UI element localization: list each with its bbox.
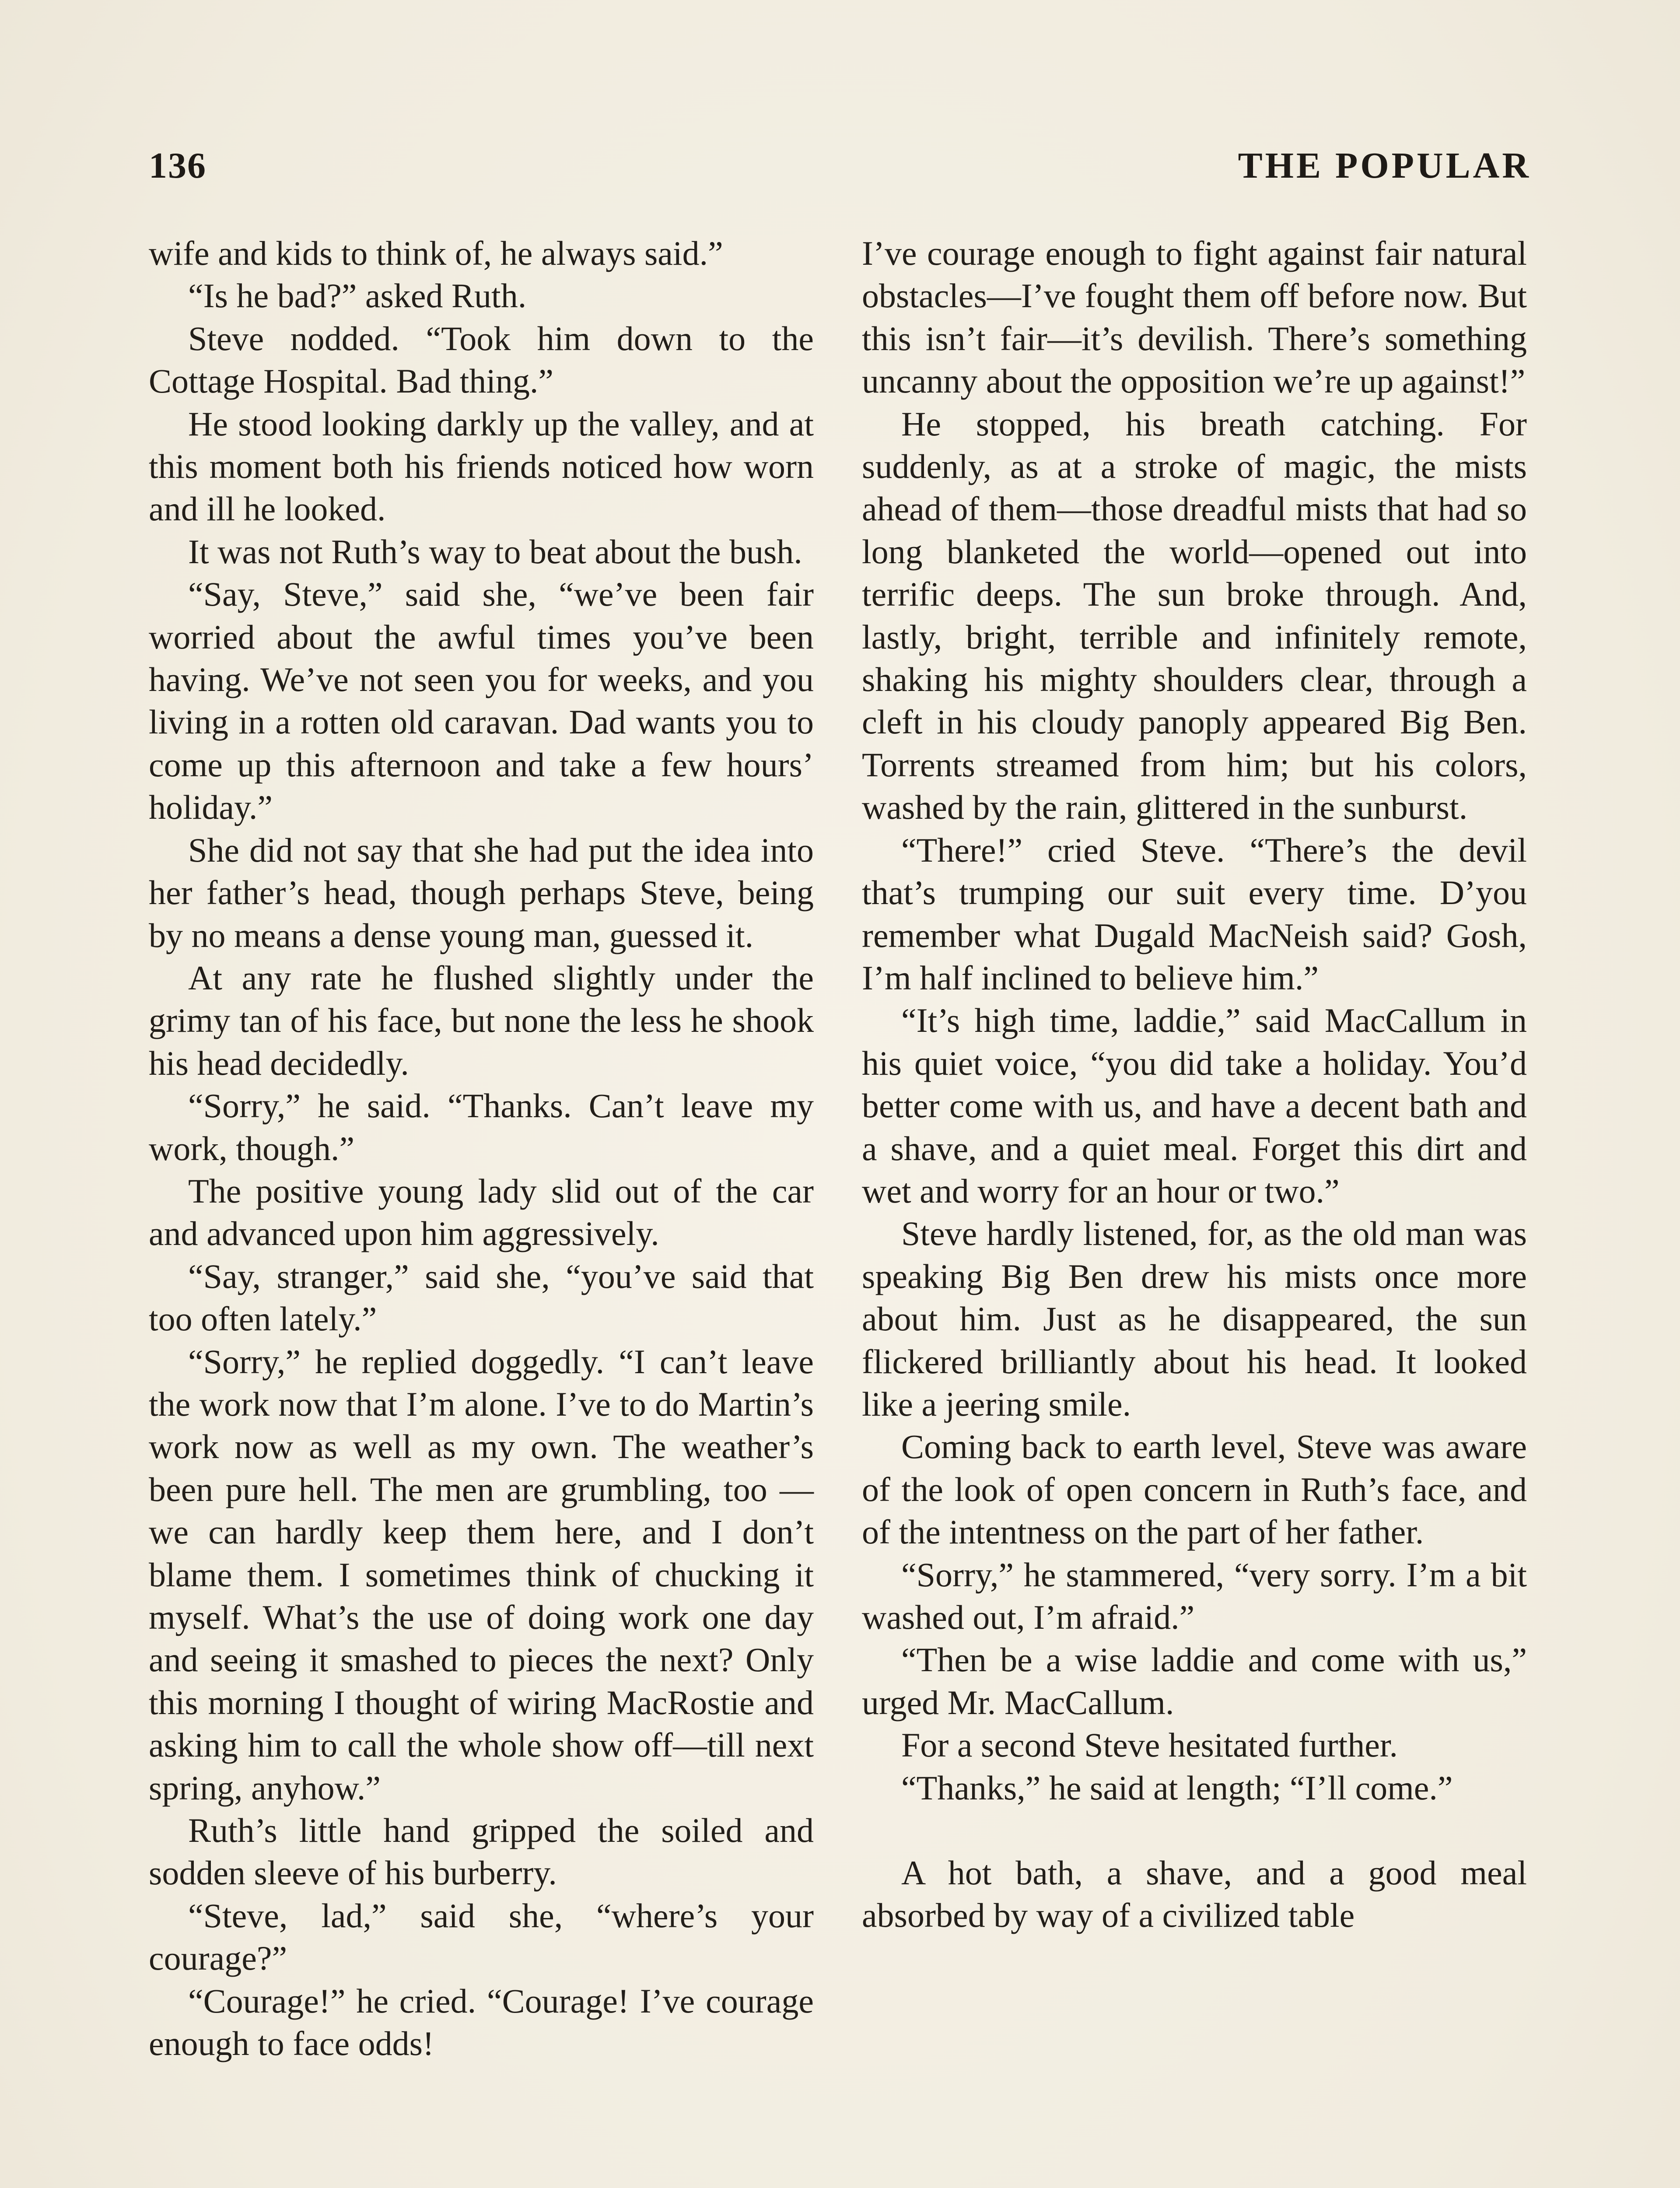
page-number: 136 bbox=[149, 145, 206, 186]
paragraph: “There!” cried Steve. “There’s the devil that’s trumping our suit every time. D’you remember what Dugald MacNeish said? Gosh, I’m half inclined to believe him.” bbox=[862, 831, 1527, 997]
paragraph: wife and kids to think of, he always said.” bbox=[149, 234, 723, 272]
paragraph: She did not say that she had put the idea into her father’s head, though perhaps Steve, being by no means a dense young man, guessed it. bbox=[149, 831, 814, 954]
paragraph: The positive young lady slid out of the car and advanced upon him aggressively. bbox=[149, 1171, 814, 1253]
paragraph: At any rate he flushed slightly under the grimy tan of his face, but none the less he shook his head decidedly. bbox=[149, 958, 814, 1082]
paragraph: “Say, stranger,” said she, “you’ve said that too often lately.” bbox=[149, 1257, 814, 1338]
paragraph: Ruth’s little hand gripped the soiled and sodden sleeve of his burberry. bbox=[149, 1811, 814, 1892]
paragraph: He stood looking darkly up the valley, and at this moment both his friends noticed how worn and ill he looked. bbox=[149, 404, 814, 528]
paragraph: Steve hardly listened, for, as the old man was speaking Big Ben drew his mists once more about him. Just as he disappeared, the sun flickered brilliantly about his head. It looked like a jeering smile. bbox=[862, 1214, 1527, 1423]
paragraph: “Sorry,” he said. “Thanks. Can’t leave my work, though.” bbox=[149, 1087, 814, 1168]
paragraph: For a second Steve hesitated further. bbox=[901, 1726, 1398, 1764]
running-title: THE POPULAR bbox=[1238, 145, 1531, 186]
paragraph: A hot bath, a shave, and a good meal absorbed by way of a civilized table bbox=[862, 1854, 1527, 1935]
paragraph: “Is he bad?” asked Ruth. bbox=[188, 277, 527, 315]
paragraph: It was not Ruth’s way to beat about the bush. bbox=[188, 532, 802, 571]
text-column-left bbox=[149, 232, 814, 2065]
paragraph: “Sorry,” he replied doggedly. “I can’t leave the work now that I’m alone. I’ve to do Martin’s work now as well as my own. The weather’s been pure hell. The men are grumbling, too —we can hardly keep them here, and I don’t blame them. I sometimes think of chucking it myself. What’s the use of doing work one day and seeing it smashed to pieces the next? Only this morning I thought of wiring MacRostie and asking him to call the whole show off—till next spring, anyhow.” bbox=[149, 1342, 814, 1807]
paragraph: “Thanks,” he said at length; “I’ll come.” bbox=[901, 1768, 1453, 1807]
paragraph: Coming back to earth level, Steve was aware of the look of open concern in Ruth’s face, and of the intentness on the part of her father. bbox=[862, 1427, 1527, 1551]
paragraph: “Courage!” he cried. “Courage! I’ve courage enough to face odds! bbox=[149, 1981, 814, 2063]
paragraph: He stopped, his breath catching. For suddenly, as at a stroke of magic, the mists ahead of them—those dreadful mists that had so long blanketed the world—opened out into terrific deeps. The sun broke through. And, lastly, bright, terrible and infinitely remote, shaking his mighty shoulders clear, through a cleft in his cloudy panoply appeared Big Ben. Torrents streamed from him; but his colors, washed by the rain, glittered in the sunburst. bbox=[862, 404, 1527, 827]
paragraph: “It’s high time, laddie,” said MacCallum in his quiet voice, “you did take a holiday. You’d better come with us, and have a decent bath and a shave, and a quiet meal. Forget this dirt and wet and worry for an hour or two.” bbox=[862, 1001, 1527, 1210]
paragraph: I’ve courage enough to fight against fair natural obstacles—I’ve fought them off before now. But this isn’t fair—it’s devilish. There’s something uncanny about the opposition we’re up against!” bbox=[862, 234, 1527, 400]
paragraph: “Then be a wise laddie and come with us,” urged Mr. MacCallum. bbox=[862, 1641, 1527, 1722]
page-header bbox=[149, 144, 1531, 193]
paragraph: “Sorry,” he stammered, “very sorry. I’m a bit washed out, I’m afraid.” bbox=[862, 1555, 1527, 1636]
paragraph: “Steve, lad,” said she, “where’s your courage?” bbox=[149, 1896, 814, 1978]
paragraph: Steve nodded. “Took him down to the Cottage Hospital. Bad thing.” bbox=[149, 319, 814, 400]
text-column-right bbox=[862, 232, 1527, 1937]
paragraph: “Say, Steve,” said she, “we’ve been fair worried about the awful times you’ve been having. We’ve not seen you for weeks, and you living in a rotten old caravan. Dad wants you to come up this afternoon and take a few hours’ holiday.” bbox=[149, 575, 814, 827]
